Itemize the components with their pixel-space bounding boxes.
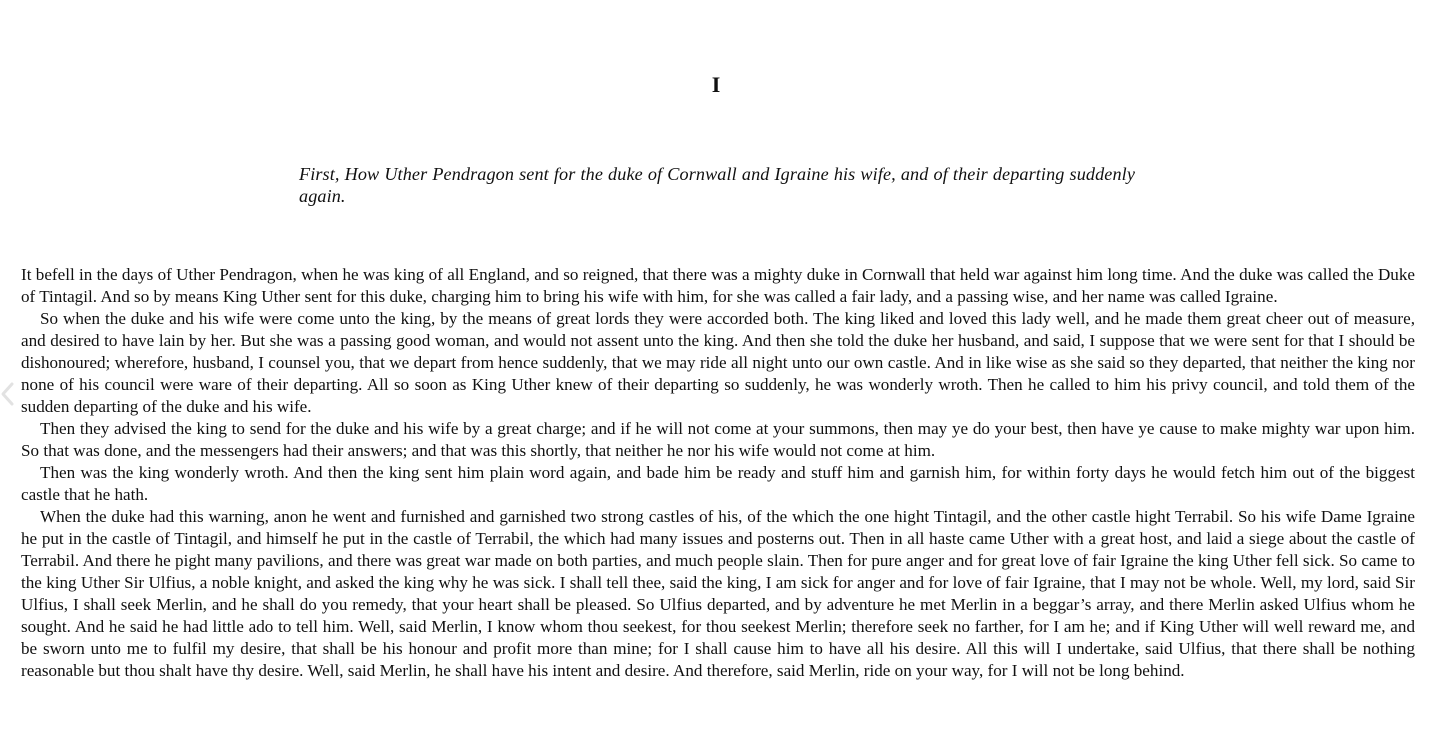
chevron-left-icon	[0, 381, 16, 407]
paragraph-4: Then was the king wonderly wroth. And then the king sent him plain word again, and bade him be ready and stuff him and garnish him, for within forty days he would fetch him out of the biggest castle that he hath.	[21, 463, 1415, 504]
chapter-number: I	[711, 72, 721, 97]
chapter-summary: First, How Uther Pendragon sent for the duke of Cornwall and Igraine his wife, and of their departing suddenly again.	[299, 164, 1135, 206]
chapter-body	[21, 264, 1415, 682]
paragraph-2: So when the duke and his wife were come unto the king, by the means of great lords they were accorded both. The king liked and loved this lady well, and he made them great cheer out of measure, and desired to have lain by her. But she was a passing good woman, and would not assent unto the king. And then she told the duke her husband, and said, I suppose that we were sent for that I should be dishonoured; wherefore, husband, I counsel you, that we depart from hence suddenly, that we may ride all night unto our own castle. And in like wise as she said so they departed, that neither the king nor none of his council were ware of their departing. All so soon as King Uther knew of their departing so suddenly, he was wonderly wroth. Then he called to him his privy council, and told them of the sudden departing of the duke and his wife.	[21, 309, 1415, 416]
paragraph-1: It befell in the days of Uther Pendragon, when he was king of all England, and so reigned, that there was a mighty duke in Cornwall that held war against him long time. And the duke was called the Duke of Tintagil. And so by means King Uther sent for this duke, charging him to bring his wife with him, for she was called a fair lady, and a passing wise, and her name was called Igraine.	[21, 265, 1415, 306]
prev-page-button[interactable]	[0, 381, 16, 407]
paragraph-3: Then they advised the king to send for the duke and his wife by a great charge; and if he will not come at your summons, then may ye do your best, then have ye cause to make mighty war upon him. So that was done, and the messengers had their answers; and that was this shortly, that neither he nor his wife would not come at him.	[21, 419, 1415, 460]
paragraph-5: When the duke had this warning, anon he went and furnished and garnished two strong castles of his, of the which the one hight Tintagil, and the other castle hight Terrabil. So his wife Dame Igraine he put in the castle of Tintagil, and himself he put in the castle of Terrabil, the which had many issues and posterns out. Then in all haste came Uther with a great host, and laid a siege about the castle of Terrabil. And there he pight many pavilions, and there was great war made on both parties, and much people slain. Then for pure anger and for great love of fair Igraine the king Uther fell sick. So came to the king Uther Sir Ulfius, a noble knight, and asked the king why he was sick. I shall tell thee, said the king, I am sick for anger and for love of fair Igraine, that I may not be whole. Well, my lord, said Sir Ulfius, I shall seek Merlin, and he shall do you remedy, that your heart shall be pleased. So Ulfius departed, and by adventure he met Merlin in a beggar’s array, and there Merlin asked Ulfius whom he sought. And he said he had little ado to tell him. Well, said Merlin, I know whom thou seekest, for thou seekest Merlin; therefore seek no farther, for I am he; and if King Uther will well reward me, and be sworn unto me to fulfil my desire, that shall be his honour and profit more than mine; for I shall cause him to have all his desire. All this will I undertake, said Ulfius, that there shall be nothing reasonable but thou shalt have thy desire. Well, said Merlin, he shall have his intent and desire. And therefore, said Merlin, ride on your way, for I will not be long behind.	[21, 507, 1415, 680]
